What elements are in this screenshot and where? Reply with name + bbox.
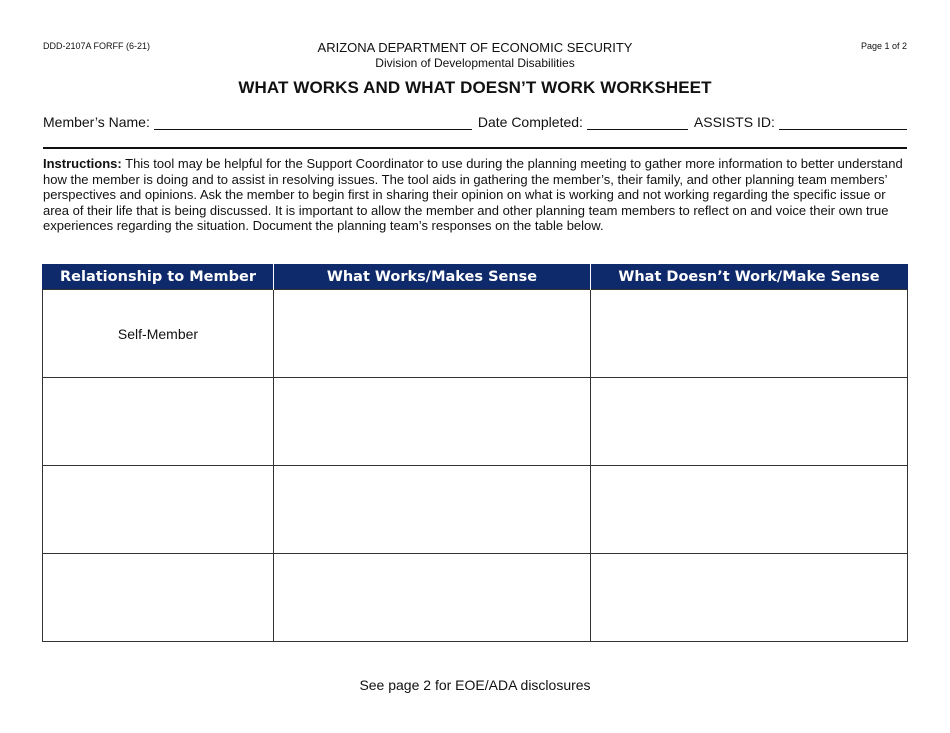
header-relationship: Relationship to Member bbox=[43, 264, 274, 290]
what-doesnt-work-cell[interactable] bbox=[591, 378, 908, 466]
what-doesnt-work-cell[interactable] bbox=[591, 466, 908, 554]
table-row bbox=[43, 554, 908, 642]
relationship-cell[interactable]: Self-Member bbox=[43, 290, 274, 378]
date-completed-field[interactable] bbox=[587, 115, 688, 130]
assists-id-field[interactable] bbox=[779, 115, 907, 130]
agency-name: ARIZONA DEPARTMENT OF ECONOMIC SECURITY bbox=[317, 40, 633, 55]
table-row bbox=[43, 290, 908, 378]
date-completed-label: Date Completed: bbox=[477, 114, 583, 130]
what-works-cell[interactable] bbox=[274, 378, 591, 466]
relationship-cell[interactable] bbox=[43, 466, 274, 554]
instructions bbox=[43, 156, 909, 234]
what-works-cell[interactable] bbox=[274, 290, 591, 378]
relationship-cell[interactable] bbox=[43, 554, 274, 642]
member-name-label: Member’s Name: bbox=[43, 114, 150, 130]
table-row bbox=[43, 378, 908, 466]
member-name-field[interactable] bbox=[154, 115, 472, 130]
form-code: DDD-2107A FORFF (6-21) bbox=[43, 41, 151, 51]
what-doesnt-work-cell[interactable] bbox=[591, 554, 908, 642]
instructions-text: This tool may be helpful for the Support Coordinator to use during the planning meeting to gather more information to better understand how the member is doing and to assist in resolving issues. The tool aids in gathering the member’s, their family, and other planning team members’ perspectives and opinions. Ask the member to begin first in sharing their opinion on what is working and not working regarding the specific issue or area of their life that is being discussed. It is important to allow the member and other planning team members to reflect on and voice their own true experiences regarding the situation. Document the planning team’s responses on the table below. bbox=[43, 156, 903, 234]
relationship-cell[interactable] bbox=[43, 378, 274, 466]
divider bbox=[43, 147, 907, 149]
page-number: Page 1 of 2 bbox=[860, 41, 907, 51]
instructions-lead: Instructions: bbox=[43, 156, 122, 171]
footer-note: See page 2 for EOE/ADA disclosures bbox=[359, 677, 591, 693]
table-row bbox=[43, 466, 908, 554]
table-header-row bbox=[43, 264, 908, 290]
header-what-doesnt-work: What Doesn’t Work/Make Sense bbox=[591, 264, 908, 290]
division-name: Division of Developmental Disabilities bbox=[375, 56, 575, 70]
what-works-cell[interactable] bbox=[274, 466, 591, 554]
member-info-fields bbox=[43, 114, 907, 130]
page-title: WHAT WORKS AND WHAT DOESN’T WORK WORKSHEET bbox=[238, 78, 712, 97]
what-doesnt-work-cell[interactable] bbox=[591, 290, 908, 378]
header-what-works: What Works/Makes Sense bbox=[274, 264, 591, 290]
assists-id-label: ASSISTS ID: bbox=[693, 114, 775, 130]
what-works-cell[interactable] bbox=[274, 554, 591, 642]
worksheet-table bbox=[42, 264, 908, 642]
